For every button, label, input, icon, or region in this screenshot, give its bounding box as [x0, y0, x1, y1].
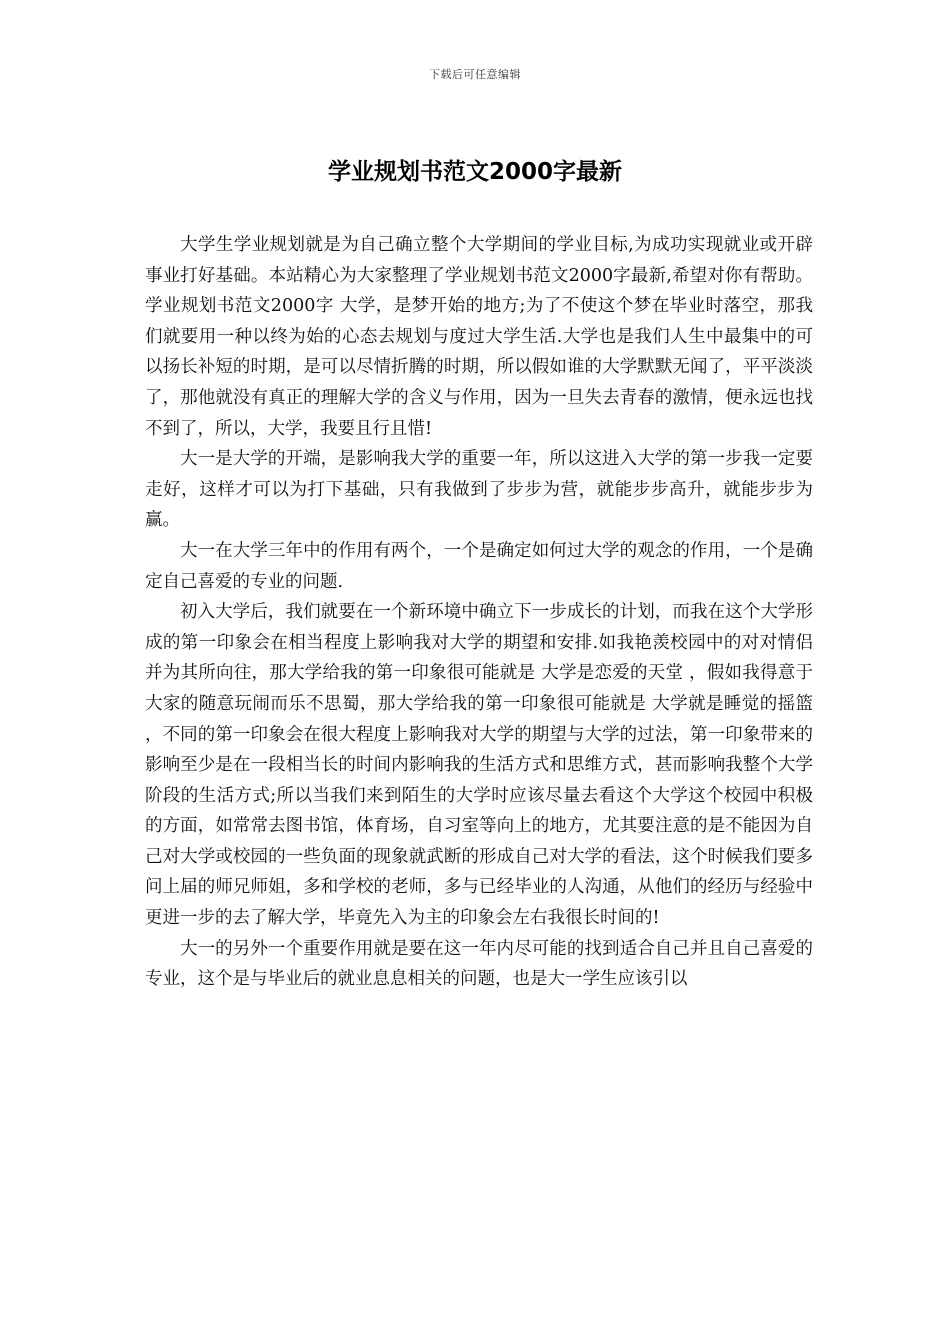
header-note: 下载后可任意编辑 [429, 68, 521, 81]
document-body [145, 230, 813, 995]
paragraph-5: 大一的另外一个重要作用就是要在这一年内尽可能的找到适合自己并且自己喜爱的专业，这个是与毕业后的就业息息相关的问题，也是大一学生应该引以 [145, 938, 813, 990]
paragraph-3: 大一在大学三年中的作用有两个，一个是确定如何过大学的观念的作用，一个是确定自己喜爱的专业的问题. [145, 540, 813, 592]
paragraph-1: 大学生学业规划就是为自己确立整个大学期间的学业目标,为成功实现就业或开辟事业打好基础。本站精心为大家整理了学业规划书范文2000字最新,希望对你有帮助。 学业规划书范文2000字 大学，是梦开始的地方;为了不使这个梦在毕业时落空，那我们就要用一种以终为始的心态去规划与度过大学生活.大学也是我们人生中最集中的可以扬长补短的时期，是可以尽情折腾的时期，所以假如谁的大学默默无闻了，平平淡淡了，那他就没有真正的理解大学的含义与作用，因为一旦失去青春的激情，便永远也找不到了，所以，大学，我要且行且惜! [145, 235, 813, 439]
paragraph-4: 初入大学后，我们就要在一个新环境中确立下一步成长的计划，而我在这个大学形成的第一印象会在相当程度上影响我对大学的期望和安排.如我艳羡校园中的对对情侣并为其所向往，那大学给我的第一印象很可能就是 大学是恋爱的天堂 ，假如我得意于大家的随意玩闹而乐不思蜀，那大学给我的第一印象很可能就是 大学就是睡觉的摇篮 ，不同的第一印象会在很大程度上影响我对大学的期望与大学的过法，第一印象带来的影响至少是在一段相当长的时间内影响我的生活方式和思维方式，甚而影响我整个大学阶段的生活方式;所以当我们来到陌生的大学时应该尽量去看这个大学这个校园中积极的方面，如常常去图书馆，体育场，自习室等向上的地方，尤其要注意的是不能因为自己对大学或校园的一些负面的现象就武断的形成自己对大学的看法，这个时候我们要多问上届的师兄师姐，多和学校的老师，多与已经毕业的人沟通，从他们的经历与经验中更进一步的去了解大学，毕竟先入为主的印象会左右我很长时间的! [145, 602, 813, 929]
document-title: 学业规划书范文2000字最新 [327, 159, 622, 185]
paragraph-2: 大一是大学的开端，是影响我大学的重要一年，所以这进入大学的第一步我一定要走好，这样才可以为打下基础，只有我做到了步步为营，就能步步高升，就能步步为赢。 [145, 449, 813, 531]
